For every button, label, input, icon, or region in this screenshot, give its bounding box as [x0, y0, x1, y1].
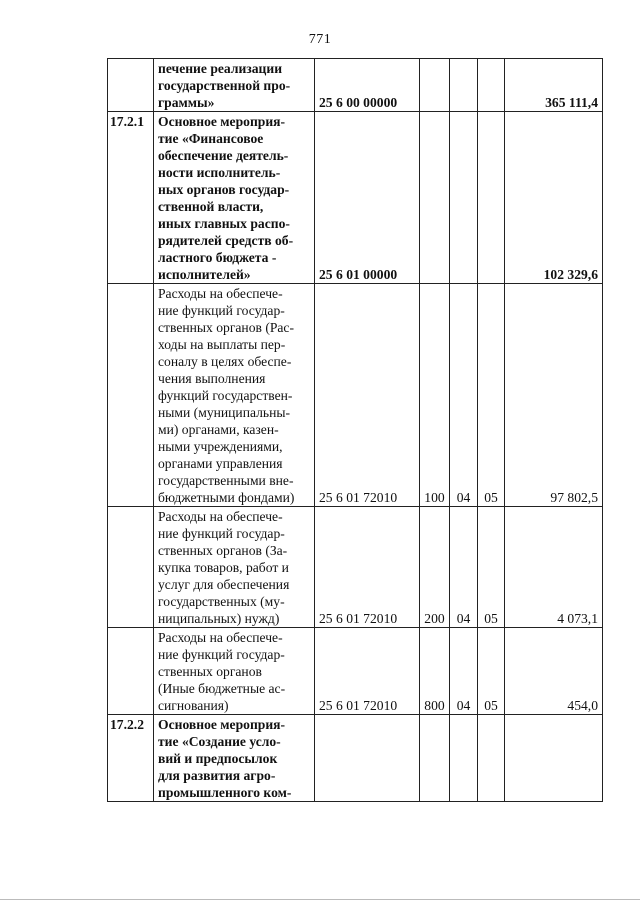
expense-type-cell: [420, 715, 450, 802]
amount-cell: [505, 715, 603, 802]
item-name-line: Основное мероприя-: [158, 114, 286, 129]
section-cell: [450, 112, 478, 284]
item-name-cell: [154, 59, 315, 112]
item-name-line: ными учреждениями,: [158, 439, 283, 454]
item-name-line: функций государствен-: [158, 388, 293, 403]
item-name-cell: [154, 715, 315, 802]
page-number: 771: [308, 32, 332, 47]
item-name-line: Расходы на обеспече-: [158, 286, 283, 301]
table-row: [108, 284, 603, 507]
item-name-cell: [154, 112, 315, 284]
table-row: [108, 507, 603, 628]
item-name-line: ности исполнитель-: [158, 165, 281, 180]
item-name-line: государственной про-: [158, 78, 291, 93]
expense-type-cell: 100: [420, 284, 450, 507]
section-cell: [450, 59, 478, 112]
amount-cell: 102 329,6: [505, 112, 603, 284]
item-name-line: Расходы на обеспече-: [158, 630, 283, 645]
item-name-line: печение реализации: [158, 61, 283, 76]
item-name-line: тие «Создание усло-: [158, 734, 281, 749]
item-name-line: Расходы на обеспече-: [158, 509, 283, 524]
amount-cell: 97 802,5: [505, 284, 603, 507]
item-name-cell: [154, 284, 315, 507]
item-name-line: ние функций государ-: [158, 647, 285, 662]
budget-table: [107, 58, 603, 802]
item-name-line: ными (муниципальны-: [158, 405, 291, 420]
item-name-line: обеспечение деятель-: [158, 148, 289, 163]
section-cell: [450, 715, 478, 802]
classification-code-cell: 25 6 01 00000: [315, 112, 420, 284]
subsection-cell: [478, 715, 505, 802]
subsection-cell: 05: [478, 507, 505, 628]
amount-cell: 454,0: [505, 628, 603, 715]
item-name-line: государственными вне-: [158, 473, 294, 488]
row-number-cell: [108, 628, 154, 715]
section-cell: 04: [450, 284, 478, 507]
item-name-line: ние функций государ-: [158, 303, 285, 318]
row-number-cell: 17.2.1: [108, 112, 154, 284]
subsection-cell: 05: [478, 628, 505, 715]
classification-code-cell: 25 6 00 00000: [315, 59, 420, 112]
classification-code-cell: 25 6 01 72010: [315, 284, 420, 507]
expense-type-cell: 200: [420, 507, 450, 628]
expense-type-cell: [420, 112, 450, 284]
row-number-cell: [108, 284, 154, 507]
subsection-cell: [478, 59, 505, 112]
amount-cell: 365 111,4: [505, 59, 603, 112]
item-name-line: ластного бюджета -: [158, 250, 277, 265]
table-row: [108, 112, 603, 284]
item-name-line: бюджетными фондами): [158, 490, 295, 505]
classification-code-cell: 25 6 01 72010: [315, 628, 420, 715]
row-number-cell: 17.2.2: [108, 715, 154, 802]
classification-code-cell: [315, 715, 420, 802]
item-name-line: ных органов государ-: [158, 182, 290, 197]
expense-type-cell: 800: [420, 628, 450, 715]
item-name-line: ходы на выплаты пер-: [158, 337, 286, 352]
item-name-line: вий и предпосылок: [158, 751, 278, 766]
row-number-cell: [108, 507, 154, 628]
item-name-line: ственных органов (За-: [158, 543, 288, 558]
item-name-line: граммы»: [158, 95, 215, 110]
item-name-line: ниципальных) нужд): [158, 611, 280, 626]
bottom-divider: [0, 899, 640, 900]
classification-code-cell: 25 6 01 72010: [315, 507, 420, 628]
item-name-line: ственных органов (Рас-: [158, 320, 294, 335]
item-name-line: Основное мероприя-: [158, 717, 286, 732]
item-name-line: промышленного ком-: [158, 785, 292, 800]
section-cell: 04: [450, 628, 478, 715]
item-name-line: иных главных распо-: [158, 216, 290, 231]
item-name-line: соналу в целях обеспе-: [158, 354, 292, 369]
item-name-line: услуг для обеспечения: [158, 577, 290, 592]
table-row: [108, 628, 603, 715]
item-name-cell: [154, 507, 315, 628]
item-name-line: ние функций государ-: [158, 526, 285, 541]
item-name-line: ми) органами, казен-: [158, 422, 279, 437]
item-name-line: сигнования): [158, 698, 229, 713]
expense-type-cell: [420, 59, 450, 112]
table-row: [108, 715, 603, 802]
amount-cell: 4 073,1: [505, 507, 603, 628]
subsection-cell: 05: [478, 284, 505, 507]
item-name-line: исполнителей»: [158, 267, 251, 282]
section-cell: 04: [450, 507, 478, 628]
item-name-line: купка товаров, работ и: [158, 560, 289, 575]
row-number-cell: [108, 59, 154, 112]
item-name-line: государственных (му-: [158, 594, 285, 609]
table-row: [108, 59, 603, 112]
item-name-line: тие «Финансовое: [158, 131, 264, 146]
subsection-cell: [478, 112, 505, 284]
item-name-line: для развития агро-: [158, 768, 276, 783]
item-name-cell: [154, 628, 315, 715]
item-name-line: ственных органов: [158, 664, 262, 679]
item-name-line: рядителей средств об-: [158, 233, 294, 248]
item-name-line: чения выполнения: [158, 371, 266, 386]
item-name-line: органами управления: [158, 456, 283, 471]
item-name-line: (Иные бюджетные ас-: [158, 681, 286, 696]
item-name-line: ственной власти,: [158, 199, 264, 214]
